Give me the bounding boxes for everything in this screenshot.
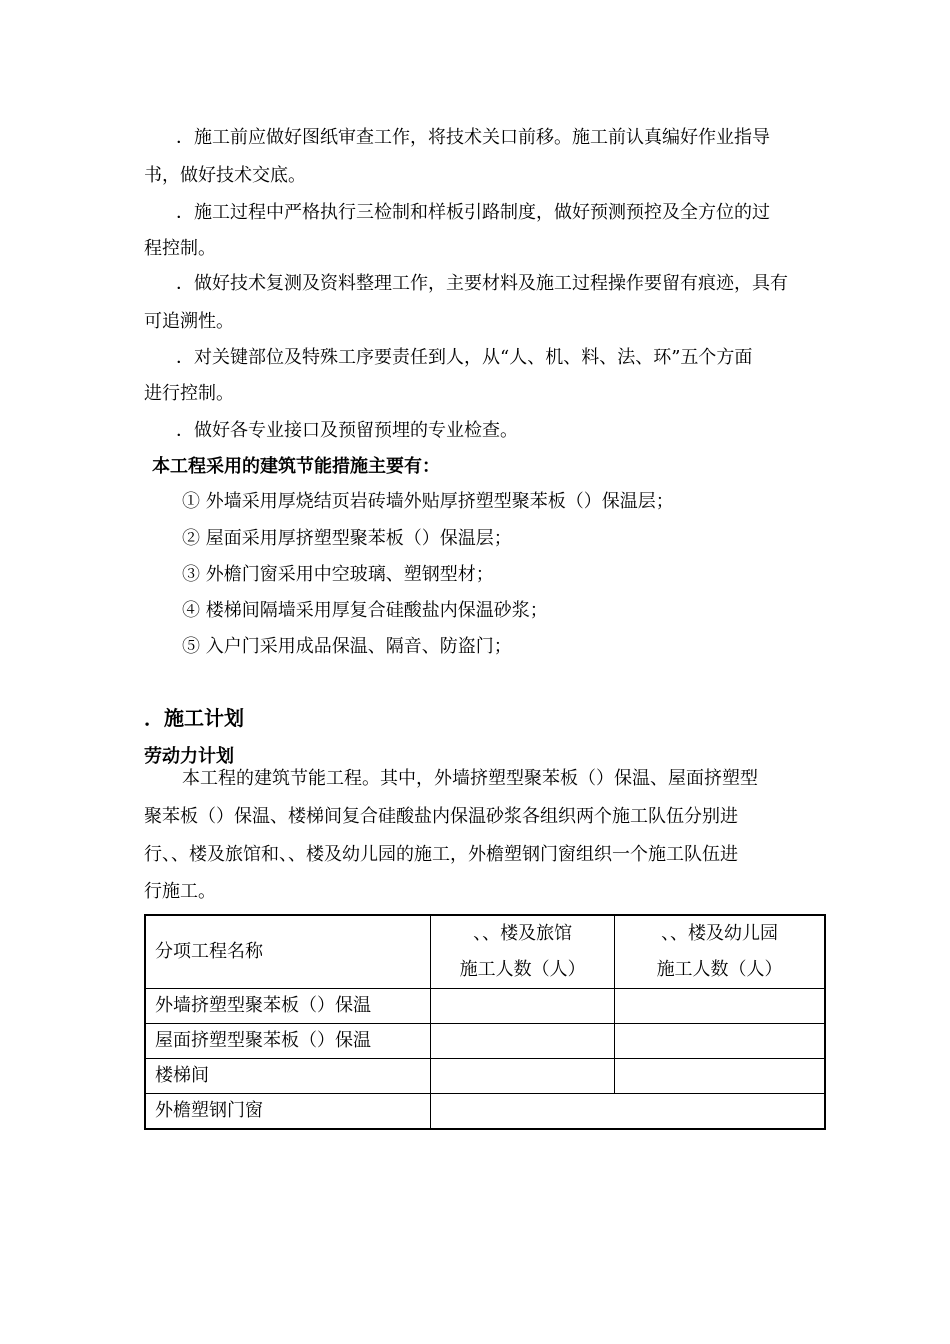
section-body-line-1: 本工程的建筑节能工程。其中，外墙挤塑型聚苯板（）保温、屋面挤塑型 bbox=[182, 768, 758, 789]
header-kindergarten-line-2: 施工人数（人） bbox=[656, 959, 783, 980]
row-item-name: 屋面挤塑型聚苯板（）保温 bbox=[145, 1024, 431, 1059]
header-hotel-line-1: 、、楼及旅馆 bbox=[473, 923, 573, 944]
header-item-name: 分项工程名称 bbox=[145, 915, 431, 989]
measure-item-1: ① 外墙采用厚烧结页岩砖墙外贴厚挤塑型聚苯板（）保温层； bbox=[182, 491, 674, 512]
table-row bbox=[145, 1094, 825, 1129]
paragraph-4-line-1: ．对关键部位及特殊工序要责任到人，从“人、机、料、法、环”五个方面 bbox=[176, 347, 753, 368]
row-kindergarten-cell bbox=[615, 1024, 825, 1059]
section-body-line-2: 聚苯板（）保温、楼梯间复合硅酸盐内保温砂浆各组织两个施工队伍分别进 bbox=[144, 806, 738, 827]
measure-item-2: ② 屋面采用厚挤塑型聚苯板（）保温层； bbox=[182, 528, 512, 549]
paragraph-3-line-1: ．做好技术复测及资料整理工作，主要材料及施工过程操作要留有痕迹，具有 bbox=[176, 273, 788, 294]
paragraph-5-line-1: ．做好各专业接口及预留预埋的专业检查。 bbox=[176, 420, 518, 441]
section-title: ．施工计划 bbox=[144, 706, 244, 730]
table-row bbox=[145, 1059, 825, 1094]
header-kindergarten-line-1: 、、楼及幼儿园 bbox=[661, 923, 779, 944]
paragraph-2-line-1: ．施工过程中严格执行三检制和样板引路制度，做好预测预控及全方位的过 bbox=[176, 202, 770, 223]
table-header-row bbox=[145, 915, 825, 989]
measure-item-3: ③ 外檐门窗采用中空玻璃、塑钢型材； bbox=[182, 564, 494, 585]
row-hotel-cell bbox=[431, 989, 615, 1024]
row-item-name: 楼梯间 bbox=[145, 1059, 431, 1094]
row-merged-cell bbox=[431, 1094, 825, 1129]
section-body-line-4: 行施工。 bbox=[144, 881, 216, 902]
measures-heading: 本工程采用的建筑节能措施主要有： bbox=[152, 456, 440, 477]
paragraph-3-line-2: 可追溯性。 bbox=[144, 311, 234, 332]
section-body-line-3: 行、、楼及旅馆和、、楼及幼儿园的施工，外檐塑钢门窗组织一个施工队伍进 bbox=[144, 844, 738, 865]
labor-table bbox=[144, 914, 826, 1130]
paragraph-4-line-2: 进行控制。 bbox=[144, 383, 234, 404]
section-subtitle: 劳动力计划 bbox=[144, 746, 234, 767]
row-kindergarten-cell bbox=[615, 989, 825, 1024]
header-hotel-line-2: 施工人数（人） bbox=[459, 959, 586, 980]
measure-item-5: ⑤ 入户门采用成品保温、隔音、防盗门； bbox=[182, 636, 512, 657]
row-item-name: 外墙挤塑型聚苯板（）保温 bbox=[145, 989, 431, 1024]
row-hotel-cell bbox=[431, 1059, 615, 1094]
table-row bbox=[145, 1024, 825, 1059]
header-hotel-workers bbox=[431, 915, 615, 989]
row-item-name: 外檐塑钢门窗 bbox=[145, 1094, 431, 1129]
measure-item-4: ④ 楼梯间隔墙采用厚复合硅酸盐内保温砂浆； bbox=[182, 600, 548, 621]
row-hotel-cell bbox=[431, 1024, 615, 1059]
header-kindergarten-workers bbox=[615, 915, 825, 989]
paragraph-2-line-2: 程控制。 bbox=[144, 238, 216, 259]
paragraph-1-line-1: ．施工前应做好图纸审查工作，将技术关口前移。施工前认真编好作业指导 bbox=[176, 127, 770, 148]
table-row bbox=[145, 989, 825, 1024]
paragraph-1-line-2: 书，做好技术交底。 bbox=[144, 165, 306, 186]
row-kindergarten-cell bbox=[615, 1059, 825, 1094]
